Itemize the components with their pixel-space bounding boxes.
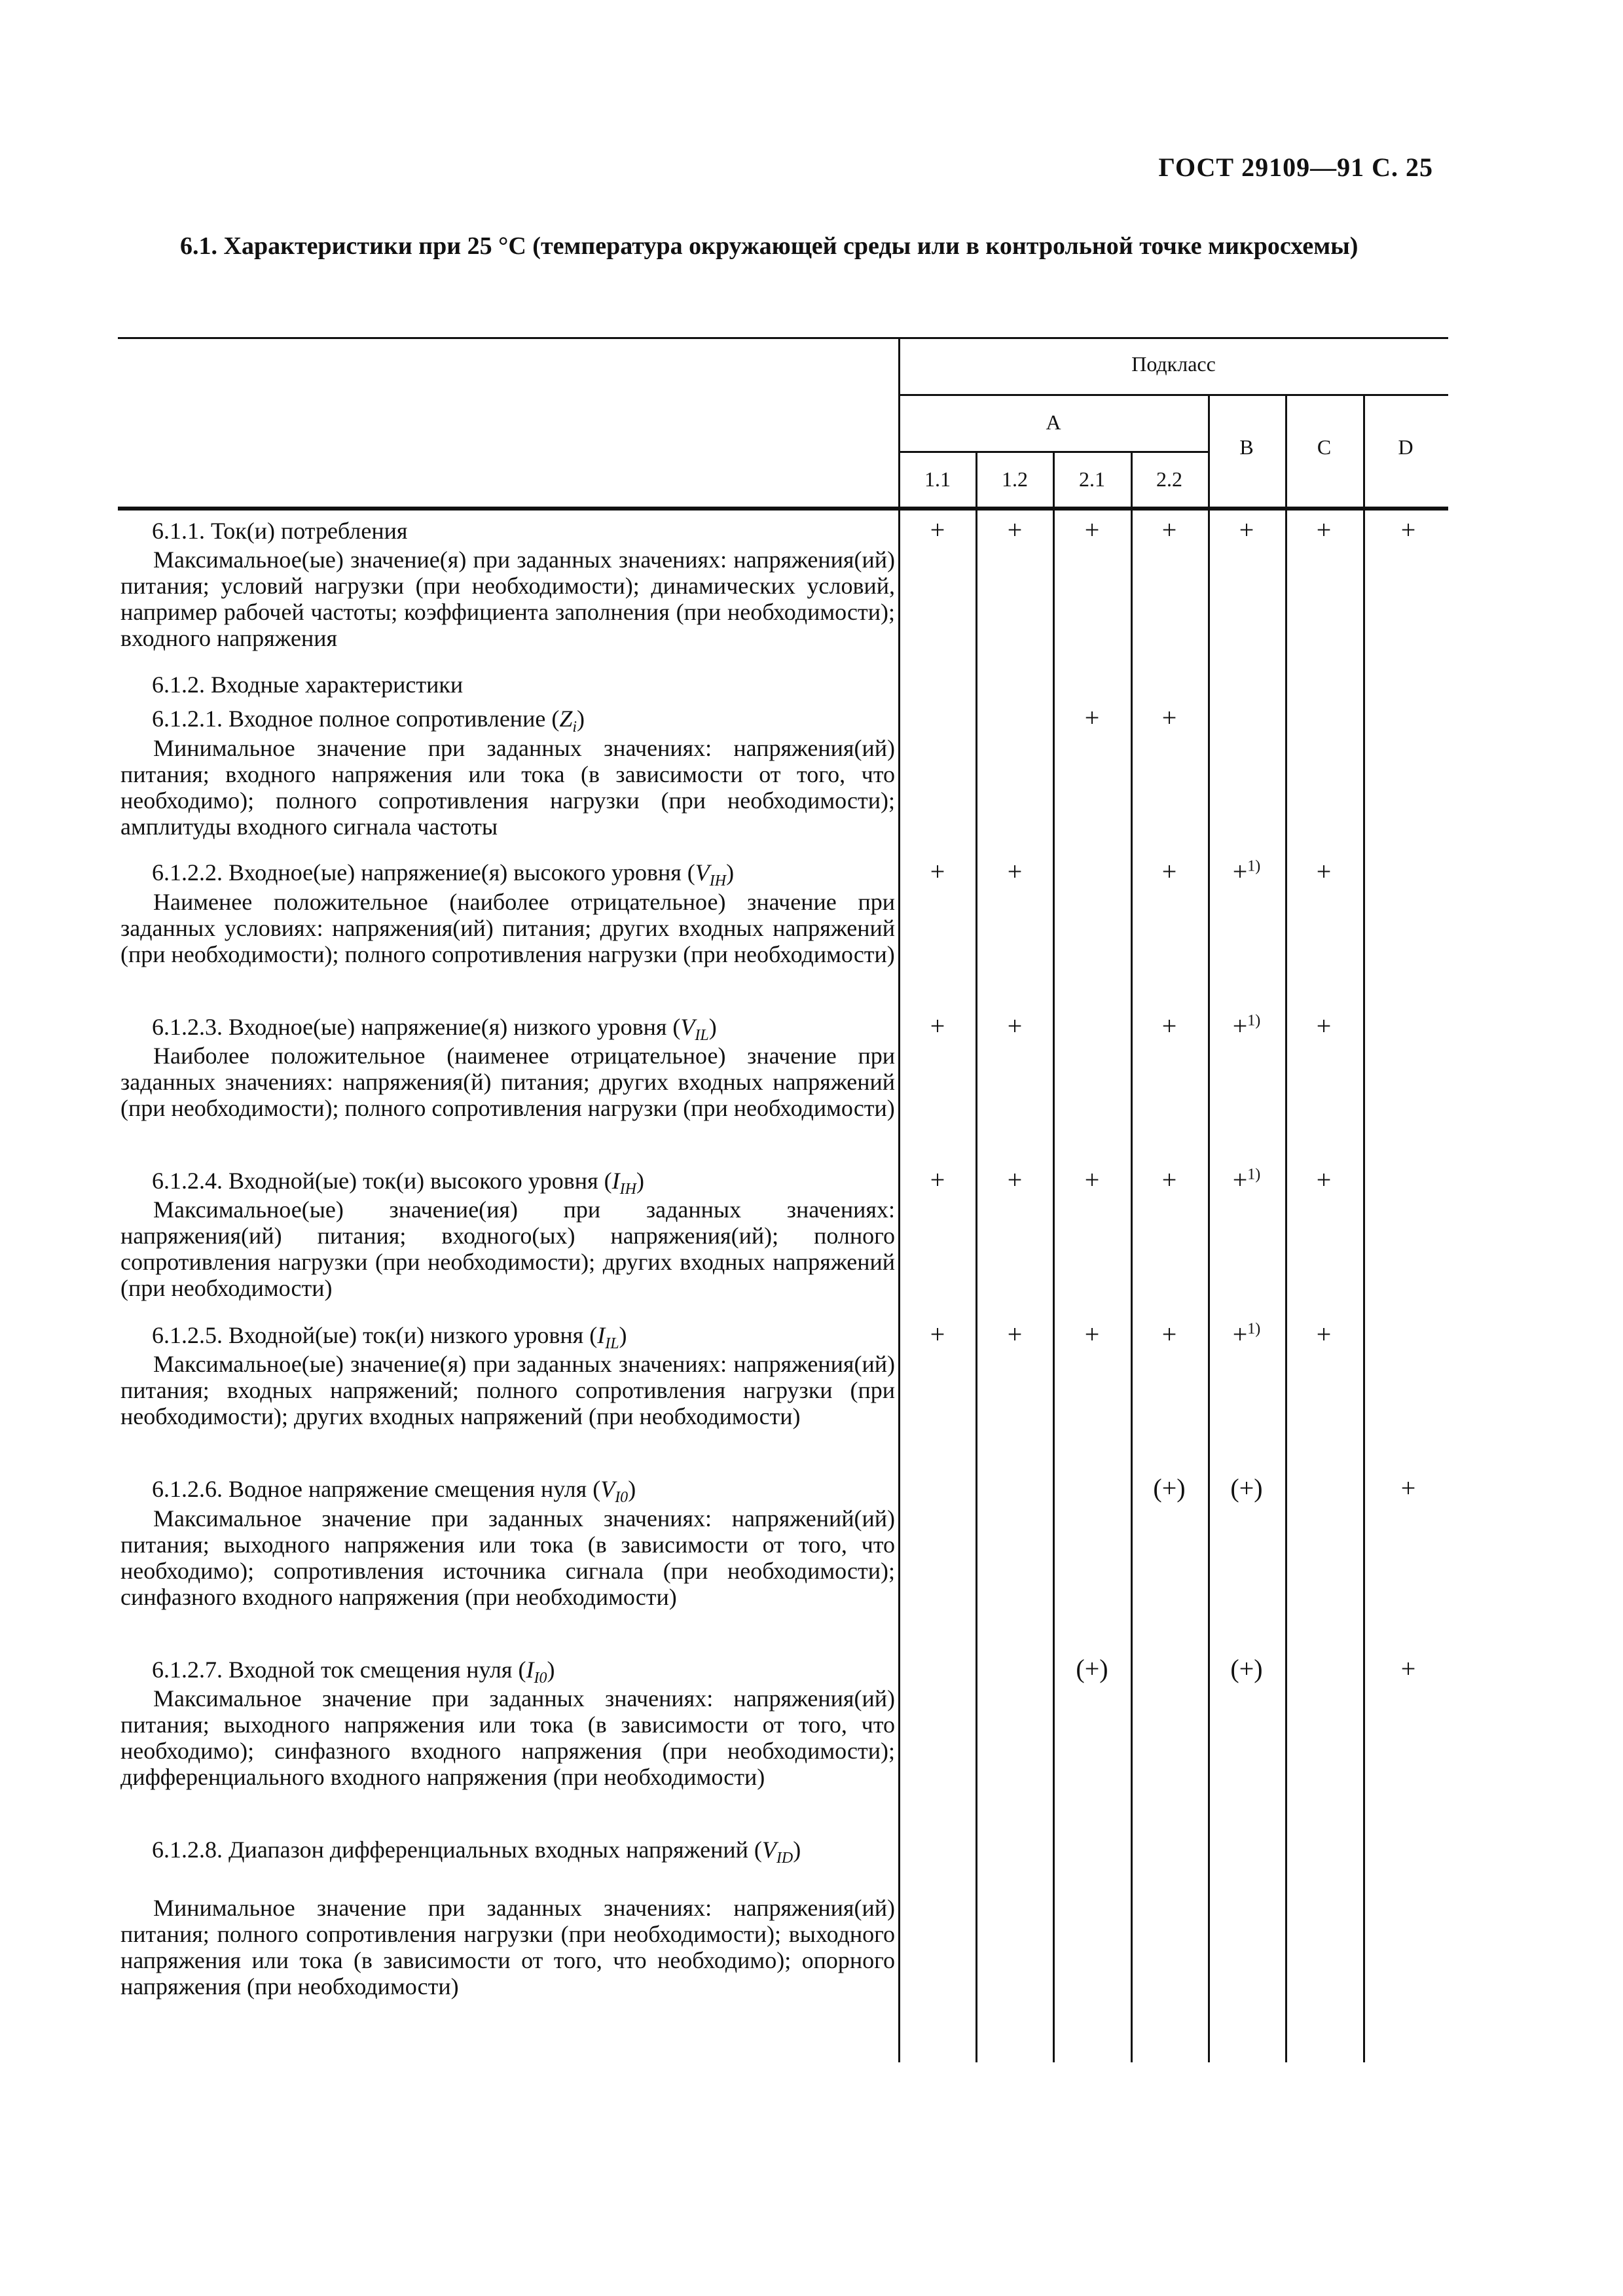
applicability-mark: +	[1161, 1011, 1177, 1041]
row-title	[152, 1321, 627, 1353]
row-symbol-subscript: IL	[605, 1335, 619, 1353]
row-symbol-close: )	[708, 1014, 717, 1040]
applicability-mark: +	[1316, 1319, 1332, 1349]
row-symbol: V	[600, 1476, 615, 1502]
row-description: Наиболее положительное (наименее отрицательное) значение при заданных значениях: напряжения(й) питания; других входных напряжений (при необходимости); полного сопротивления нагрузки (при необходимости)	[120, 1043, 895, 1121]
row-symbol-close: )	[628, 1476, 636, 1502]
row-symbol: I	[611, 1168, 620, 1194]
row-title-text: 6.1.1. Ток(и) потребления	[152, 518, 408, 544]
applicability-mark: +$^{1)}$	[1232, 857, 1261, 886]
col-divider-2-1	[1053, 451, 1055, 2062]
row-description: Минимальное значение при заданных значениях: напряжения(ий) питания; входного напряжения или тока (в зависимости от того, что необходимо); полного сопротивления нагрузки (при необходимости); амплитуды входного сигнала частоты	[120, 735, 895, 840]
row-symbol: V	[761, 1837, 776, 1863]
applicability-mark: (+)	[1076, 1654, 1108, 1683]
applicability-mark: (+)	[1153, 1473, 1186, 1503]
header-subclass: Подкласс	[1131, 352, 1216, 376]
row-title-text: 6.1.2.7. Входной ток смещения нуля (	[152, 1657, 526, 1683]
col-divider-desc	[898, 337, 900, 2062]
applicability-mark: +	[1007, 515, 1023, 545]
header-a-1-1: 1.1	[924, 467, 951, 491]
applicability-mark: +	[1161, 703, 1177, 732]
row-title	[152, 1013, 717, 1045]
row-title	[152, 1837, 895, 1871]
row-symbol: V	[695, 859, 710, 886]
col-divider-d	[1363, 394, 1365, 2062]
applicability-mark: +	[1161, 857, 1177, 886]
applicability-mark: +	[1007, 1165, 1023, 1194]
row-symbol-close: )	[726, 859, 735, 886]
applicability-mark: +	[930, 857, 945, 886]
row-title	[152, 1475, 636, 1507]
row-symbol-subscript: IH	[619, 1181, 636, 1198]
applicability-mark: +$^{1)}$	[1232, 1165, 1261, 1194]
row-title	[152, 859, 734, 890]
header-rule-1	[899, 394, 1448, 396]
row-symbol-close: )	[547, 1657, 555, 1683]
table-top-rule	[118, 337, 1448, 339]
row-description: Максимальное(ые) значение(я) при заданных значениях: напряжения(ий) питания; входных напряжений; полного сопротивления нагрузки (при необходимости); других входных напряжений (при необходимости)	[120, 1351, 895, 1429]
applicability-mark: +	[930, 1011, 945, 1041]
row-symbol: I	[526, 1657, 534, 1683]
row-title	[152, 1167, 644, 1198]
applicability-mark: +$^{1)}$	[1232, 1319, 1261, 1349]
header-a-2-1: 2.1	[1079, 467, 1105, 491]
applicability-mark: +	[1316, 1165, 1332, 1194]
row-symbol: I	[597, 1322, 606, 1348]
header-a: А	[1046, 410, 1061, 434]
row-title-text: 6.1.2.1. Входное полное сопротивление (	[152, 706, 560, 732]
applicability-mark: +	[1400, 515, 1416, 545]
header-a-1-2: 1.2	[1002, 467, 1028, 491]
applicability-mark: +	[1400, 1473, 1416, 1503]
row-title	[152, 671, 463, 698]
applicability-mark: +	[1084, 1319, 1100, 1349]
row-symbol-subscript: IH	[709, 872, 727, 890]
section-title: 6.1. Характеристики при 25 °С (температура окружающей среды или в контрольной точке микросхемы)	[180, 232, 1359, 260]
row-description: Наименее положительное (наиболее отрицательное) значение при заданных условиях: напряжения(ий) питания; других входных напряжений (при необходимости); полного сопротивления нагрузки (при необходимости)	[120, 889, 895, 967]
applicability-mark: +	[1084, 515, 1100, 545]
row-symbol-subscript: ID	[776, 1850, 793, 1867]
applicability-mark: +	[1084, 1165, 1100, 1194]
applicability-mark: +	[930, 515, 945, 545]
row-description: Максимальное(ые) значение(ия) при заданных значениях: напряжения(ий) питания; входного(ых) напряжения(ий); полного сопротивления нагрузки (при необходимости); других входных напряжений (при необходимости)	[120, 1196, 895, 1301]
row-title-text: 6.1.2.4. Входной(ые) ток(и) высокого уровня (	[152, 1168, 612, 1194]
header-b: В	[1239, 435, 1254, 459]
row-symbol-subscript: I0	[615, 1489, 629, 1507]
applicability-mark: +	[1161, 1165, 1177, 1194]
col-divider-c	[1285, 394, 1287, 2062]
header-bottom-rule	[118, 507, 1448, 511]
applicability-mark: +	[930, 1165, 945, 1194]
row-description: Минимальное значение при заданных значениях: напряжения(ий) питания; полного сопротивления нагрузки (при необходимости); выходного напряжения или тока (в зависимости от того, что необходимо); опорного напряжения (при необходимости)	[120, 1895, 895, 2000]
row-symbol: Z	[559, 706, 573, 732]
row-title	[152, 705, 585, 736]
row-title	[152, 1656, 555, 1687]
applicability-mark: +	[930, 1319, 945, 1349]
row-title-text: 6.1.2. Входные характеристики	[152, 672, 464, 698]
row-symbol-close: )	[619, 1322, 627, 1348]
applicability-mark: +	[1161, 515, 1177, 545]
row-description: Максимальное(ые) значение(я) при заданных значениях: напряжения(ий) питания; условий нагрузки (при необходимости); динамических условий, например рабочей частоты; коэффициента заполнения (при необходимости); входного напряжения	[120, 547, 895, 651]
row-symbol-close: )	[577, 706, 585, 732]
row-symbol-subscript: IL	[695, 1027, 709, 1045]
row-symbol-subscript: i	[572, 719, 577, 736]
row-title	[152, 517, 407, 545]
applicability-mark: +	[1316, 515, 1332, 545]
col-divider-1-2	[976, 451, 977, 2062]
applicability-mark: +	[1007, 857, 1023, 886]
header-a-2-2: 2.2	[1156, 467, 1182, 491]
row-title-text: 6.1.2.8. Диапазон дифференциальных входных напряжений (	[152, 1837, 762, 1863]
col-divider-b	[1208, 394, 1210, 2062]
row-description: Максимальное значение при заданных значениях: напряжений(ий) питания; выходного напряжения или тока (в зависимости от того, что необходимо); сопротивления источника сигнала (при необходимости); синфазного входного напряжения (при необходимости)	[120, 1505, 895, 1610]
applicability-mark: +	[1007, 1011, 1023, 1041]
applicability-mark: +	[1400, 1654, 1416, 1683]
row-title-text: 6.1.2.6. Водное напряжение смещения нуля (	[152, 1476, 601, 1502]
row-description: Максимальное значение при заданных значениях: напряжения(ий) питания; выходного напряжения или тока (в зависимости от того, что необходимо); синфазного входного напряжения (при необходимости); дифференциального входного напряжения (при необходимости)	[120, 1685, 895, 1790]
row-title-text: 6.1.2.2. Входное(ые) напряжение(я) высокого уровня (	[152, 859, 695, 886]
applicability-mark: (+)	[1230, 1654, 1263, 1683]
header-d: D	[1398, 435, 1413, 459]
applicability-mark: +	[1161, 1319, 1177, 1349]
col-divider-2-2	[1131, 451, 1133, 2062]
applicability-mark: +$^{1)}$	[1232, 1011, 1261, 1041]
applicability-mark: +	[1084, 703, 1100, 732]
applicability-mark: +	[1316, 1011, 1332, 1041]
applicability-mark: +	[1007, 1319, 1023, 1349]
row-symbol-close: )	[793, 1837, 801, 1863]
applicability-mark: (+)	[1230, 1473, 1263, 1503]
row-symbol-subscript: I0	[534, 1670, 547, 1687]
applicability-mark: +	[1239, 515, 1254, 545]
page-header: ГОСТ 29109—91 С. 25	[1158, 152, 1433, 182]
row-symbol-close: )	[636, 1168, 644, 1194]
header-c: С	[1317, 435, 1332, 459]
row-title-text: 6.1.2.3. Входное(ые) напряжение(я) низкого уровня (	[152, 1014, 681, 1040]
row-title-text: 6.1.2.5. Входной(ые) ток(и) низкого уровня (	[152, 1322, 598, 1348]
row-symbol: V	[680, 1014, 695, 1040]
applicability-mark: +	[1316, 857, 1332, 886]
